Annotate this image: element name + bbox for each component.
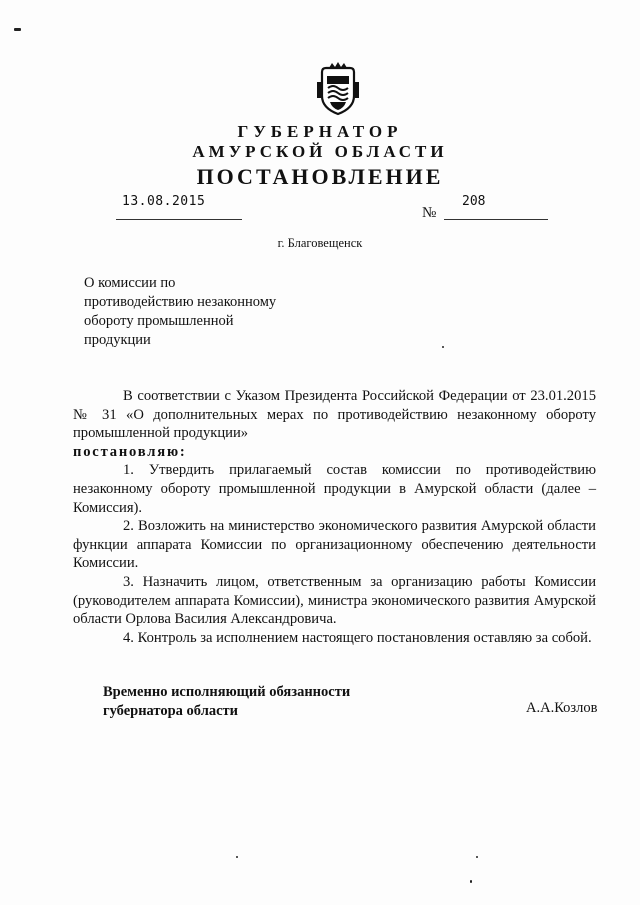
signatory-name: А.А.Козлов [526, 700, 598, 716]
scan-speck [442, 346, 444, 348]
header-title: ГУБЕРНАТОР [237, 122, 403, 141]
decree-word: постановляю: [73, 443, 187, 460]
item-4: 4. Контроль за исполнением настоящего постановления оставляю за собой. [123, 629, 592, 646]
document-number: 208 [462, 194, 486, 209]
subject-line: обороту промышленной [84, 313, 234, 329]
item-3: 3. Назначить лицом, ответственным за организацию работы Комиссии (руководителем аппарата Комиссии), министра экономического развития Амурской области Орлова Василия Александровича. [73, 573, 596, 628]
document-body [73, 387, 596, 647]
coat-of-arms-icon [316, 62, 360, 116]
scan-speck [470, 880, 472, 883]
city: г. Благовещенск [277, 236, 363, 250]
signatory-position [103, 683, 350, 721]
document-subject [84, 274, 324, 350]
scan-speck [236, 856, 238, 858]
date-underline [116, 219, 242, 220]
position-line: Временно исполняющий обязанности [103, 684, 351, 700]
subject-line: продукции [84, 332, 151, 348]
document-type: ПОСТАНОВЛЕНИЕ [196, 164, 444, 189]
document-date: 13.08.2015 [122, 194, 206, 209]
scan-speck [14, 28, 21, 31]
subject-line: О комиссии по [84, 275, 176, 291]
scan-speck [476, 856, 478, 858]
preamble: В соответствии с Указом Президента Российской Федерации от 23.01.2015 № 31 «О дополнительных мерах по противодействию незаконному обороту промышленной продукции» [73, 388, 596, 442]
number-underline [444, 219, 548, 220]
subject-line: противодействию незаконному [84, 294, 277, 310]
position-line: губернатора области [103, 703, 238, 719]
item-1: 1. Утвердить прилагаемый состав комиссии по противодействию незаконному обороту промышленной продукции в Амурской области (далее – Комиссия). [73, 462, 596, 516]
number-label: № [422, 205, 437, 221]
header-region: АМУРСКОЙ ОБЛАСТИ [192, 142, 448, 161]
item-2: 2. Возложить на министерство экономического развития Амурской области функции аппарата Комиссии по организационному обеспечению деятельности Комиссии. [73, 518, 596, 572]
